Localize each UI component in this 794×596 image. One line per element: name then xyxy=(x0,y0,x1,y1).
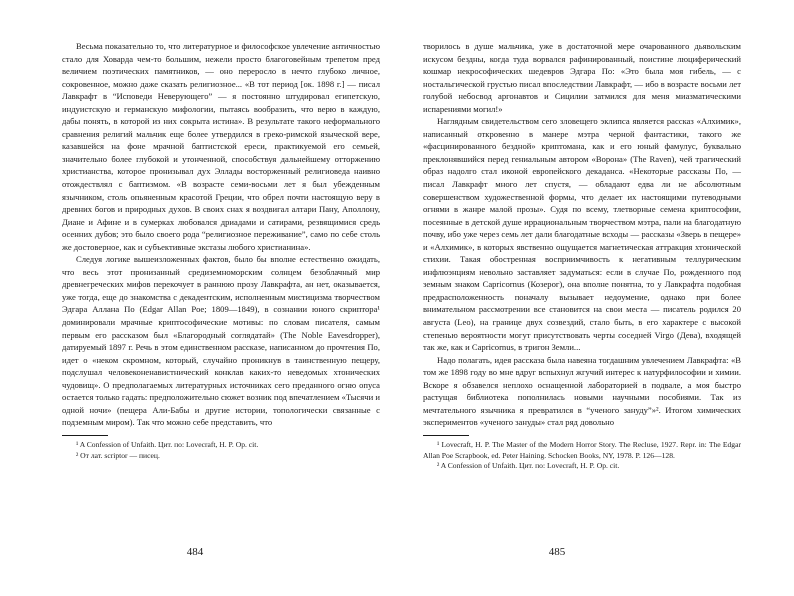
right-paragraph-2: Наглядным свидетельством сего зловещего эклипса является рассказ «Алхимик», написанный откровенно в манере мэтра черной фантастики, такого же «фасцинированного бездной» криптомана, как и его юный фамулус, буквально преклонявшийся перед гениальным автором «Ворона» (The Raven), чей трагический образ надолго стал иконой европейского декаданса. «Некоторые рассказы По, — писал Лавкрафт много лет спустя, — обладают едва ли не абсолютным совершенством художественной формы, что делает их настоящими путеводными огнями в жанре малой прозы». Судя по всему, тлетворные семена криптософии, посеянные в детской душе иррациональным творчеством мэтра, пали на благодатную почву, ибо уже через семь лет дали благодатные всходы — рассказы «Зверь в пещере» и «Алхимик», в которых явственно ощущается магнетическая аттракция хтонической стихии. Такая обостренная восприимчивость к негативным теллурическим инфлюэнциям невольно заставляет задуматься: если в случае По, рожденного под земным знаком Capricornus (Козерог), она вполне понятна, то у Лавкрафта подобная предрасположенность поначалу вызывает недоумение, однако при более внимательном рассмотрении все становится на свои места — писатель родился 20 августа (Leo), на границе двух созвездий, стало быть, в его характере с высокой степенью вероятности могут присутствовать черты соседней Virgo (Дева), входящей так же, как и Capricornus, в тригон Земли... xyxy=(423,116,741,353)
footnote-divider xyxy=(423,435,469,436)
left-footnote-2: ² От лат. scriptor — писец. xyxy=(76,450,160,460)
footnote-divider xyxy=(62,435,108,436)
left-paragraph-2: Следуя логике вышеизложенных фактов, было бы вполне естественно ожидать, что весь этот пронизанный средиземноморским солнцем безоблачный мир древнегреческих мифов перекочует в раннюю прозу Лавкрафта, ан нет, оказывается, уже тогда, еще до знакомства с декадентским, исполненным мистицизма творчеством Эдгара Аллана По (Edgar Allan Poe; 1809—1849), в сознании юного скриптора¹ доминировали мрачные криптософические мотивы: по словам писателя, самым первым его рассказом был «Благородный соглядатай» (The Noble Eavesdropper), датируемый 1897 г. Речь в этом единственном рассказе, написанном до прочтения По, идет о «неком скромном, который, случайно проникнув в таинственную пещеру, подслушал человеконенавистнический конклав каких-то неведомых хтонических чудовищ». О предполагаемых литературных источниках сего преданного огню опуса остается только гадать: предположительно сюжет возник под впечатлением «Тысячи и одной ночи» (пещера Али-Бабы и другие истории, топологически связанные с подземным миром). Так что можно себе представить, что xyxy=(62,254,380,428)
right-footnote-1: ¹ Lovecraft, H. P. The Master of the Modern Horror Story. The Recluse, 1927. Repr. in: The Edgar Allan Poe Scrapbook, ed. Peter Haining. Schocken Books, NY, 1978. P. 126—128. xyxy=(423,439,741,460)
right-footnote-2: ² A Confession of Unfaith. Цит. по: Lovecraft, H. P. Op. cit. xyxy=(437,461,620,471)
right-paragraph-1: творилось в душе мальчика, уже в достаточной мере очарованного дьявольским искусом бездны, когда туда ворвался рафинированный, поистине люциферический кошмар некрософических шедевров Эдгара По: «Это была моя гибель, — с ностальгической грустью писал впоследствии Лавкрафт, — ибо в возрасте восьми лет голубой небосвод аргонавтов и Сицилии затмился для меня миазматическими испарениями могил!» xyxy=(423,41,741,114)
right-page xyxy=(423,40,741,472)
right-paragraph-3: Надо полагать, идея рассказа была навеяна тогдашним увлечением Лавкрафта: «В том же 1898 году во мне вдруг вспыхнул жгучий интерес к натурфилософии и химии. Вскоре я обзавелся неплохо оснащенной лабораторией в подвале, а моя быстро растущая библиотека пополнилась новыми научными пособиями. Так из мечтательного язычника я превратился в “ученого зануду”»². Итогом химических экспериментов «ученого зануды» стал ряд довольно xyxy=(423,354,741,428)
left-page xyxy=(62,40,380,461)
page-number-right: 485 xyxy=(548,546,566,558)
page-number-left: 484 xyxy=(186,546,204,558)
left-paragraph-1: Весьма показательно то, что литературное и философское увлечение античностью стало для Ховарда чем-то большим, нежели просто благоговейным трепетом пред величием поэтических памятников, — оно переросло в нечто глубоко личное, сокровенное, можно даже сказать религиозное... «В тот период [ок. 1898 г.] — писал Лавкрафт в “Исповеди Неверующего” — я постоянно штудировал египетскую, индуистскую и германскую мифологии, пытаясь вообразить, что верю в каждую, дабы понять, в которой из них сокрыта истина». В результате такого неформального сравнения религий мальчик еще более утвердился в греко-римской языческой вере, казавшейся на фоне мрачной баптистской ереси, практикуемой его семьей, значительно более глубокой и утонченной, способствуя дальнейшему отторжению христианства, которое пронизывал дух Эллады восторженный религиоведа наивно отождествлял с баптизмом. «В возрасте семи-восьми лет я был убежденным язычником, столь опьяненным красотой Греции, что обрел почти настоящую веру в древних богов и природных духов. В своих снах я воздвигал алтари Пану, Аполлону, Диане и Афине и в сумерках любовался дриадами и сатирами, резвящимися средь осенних дубов; это было своего рода “религиозное переживание”, само по себе столь же достоверное, как и субъективные экстазы любого христианина». xyxy=(62,41,380,252)
left-footnote-1: ¹ A Confession of Unfaith. Цит. по: Lovecraft, H. P. Op. cit. xyxy=(76,439,259,449)
